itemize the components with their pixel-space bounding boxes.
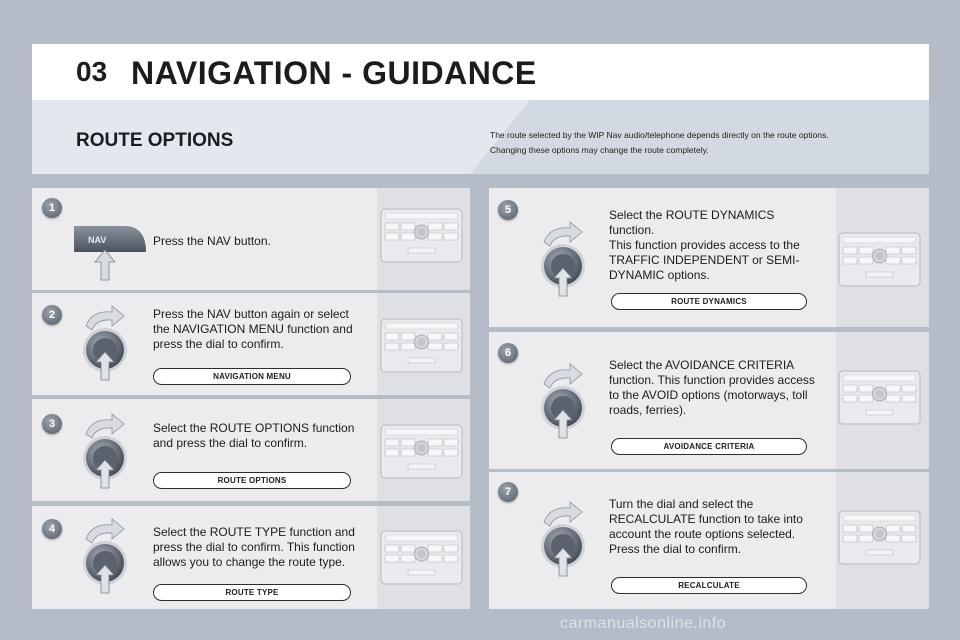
radio-panel-icon [838, 370, 921, 425]
avoidance-criteria-label: AVOIDANCE CRITERIA [611, 438, 807, 455]
watermark: carmanualsonline.info [560, 615, 727, 632]
radio-panel-icon [380, 424, 463, 479]
nav-button-icon [70, 222, 150, 282]
step-5-text [609, 208, 819, 283]
step-4-text: Select the ROUTE TYPE function and press the dial to confirm. This function allows you to change the route type. [153, 525, 355, 569]
radio-panel-icon [838, 232, 921, 287]
step-7-badge: 7 [498, 482, 518, 502]
section-title: ROUTE OPTIONS [76, 130, 234, 151]
radio-panel-icon [838, 510, 921, 565]
radio-panel-icon [380, 318, 463, 373]
navigation-menu-label: NAVIGATION MENU [153, 368, 351, 385]
step-5-text-line-1: Select the ROUTE DYNAMICS function. [609, 208, 775, 237]
dial-icon [530, 498, 600, 578]
dial-icon [72, 410, 142, 490]
nav-button-label: NAV [88, 235, 107, 245]
step-1-text: Press the NAV button. [153, 234, 271, 248]
step-1-badge: 1 [42, 198, 62, 218]
route-type-label: ROUTE TYPE [153, 584, 351, 601]
dial-icon [530, 360, 600, 440]
step-6-text: Select the AVOIDANCE CRITERIA function. This function provides access to the AVOID options (motorways, toll roads, ferries). [609, 358, 815, 417]
step-2-badge: 2 [42, 305, 62, 325]
recalculate-label: RECALCULATE [611, 577, 807, 594]
step-2-text: Press the NAV button again or select the NAVIGATION MENU function and press the dial to confirm. [153, 307, 353, 351]
radio-panel-icon [380, 530, 463, 585]
dial-icon [72, 302, 142, 382]
intro-line-1: The route selected by the WIP Nav audio/telephone depends directly on the route options. [490, 130, 829, 140]
step-5-badge: 5 [498, 200, 518, 220]
step-4-badge: 4 [42, 519, 62, 539]
chapter-number: 03 [76, 56, 108, 87]
route-dynamics-label: ROUTE DYNAMICS [611, 293, 807, 310]
radio-panel-icon [380, 208, 463, 263]
dial-icon [530, 218, 600, 298]
intro-line-2: Changing these options may change the route completely. [490, 145, 709, 155]
page-title: NAVIGATION - GUIDANCE [131, 55, 537, 91]
dial-icon [72, 515, 142, 595]
step-3-text: Select the ROUTE OPTIONS function and press the dial to confirm. [153, 421, 355, 450]
intro-text [490, 128, 910, 158]
route-options-label: ROUTE OPTIONS [153, 472, 351, 489]
step-3-badge: 3 [42, 414, 62, 434]
step-6-badge: 6 [498, 343, 518, 363]
step-5-text-line-2: This function provides access to the TRAFFIC INDEPENDENT or SEMI-DYNAMIC options. [609, 238, 800, 282]
step-7-text: Turn the dial and select the RECALCULATE function to take into account the route options selected. Press the dial to confirm. [609, 497, 803, 556]
